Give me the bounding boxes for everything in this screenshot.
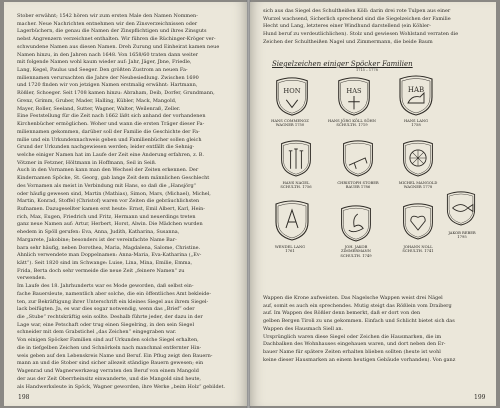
left-page-text [17,13,236,391]
has-seal-icon [334,75,374,117]
text-line: Martin, Konrad, Stoffel (Christof) waren vor Zeiten die gebräuchlichsten [17,198,200,205]
text-line: schwundene Namen aus diesen Namen. Dreh Zurung und Einheirat kamen neue [17,43,220,50]
text-line: Grenz, Grimm, Gruber, Mader, Halling, Kübler, Mack, Mangold, [17,97,177,104]
wheel-seal-icon [400,137,436,179]
text-line: kätt“). Seit 1820 sind im Schwange: Luise, Lina, Mina, Emilie, Emma, [17,260,193,266]
nagel-seal-icon [278,137,314,179]
seal-caption: JOH. JAKOB ZIMMERMANN SCHULTH. 1749 [340,245,372,258]
text-line: als Handwerksleute in Spöck, Wagner geworden, ihre Werke „beim Holz“ gebildet. [17,383,226,390]
seal-caption: JAKOB REBER 1795 [448,231,476,240]
seal-caption: HANS LANG 1758 [403,119,429,128]
text-line: Rößler, Schoeger. Seit 1708 kamen hinzu: Abraham, Deib, Dorfer, Grundmann, [17,90,215,97]
seal-caption: WENDEL LANG 1761 [274,245,306,254]
text-line: nebst Angrenzern verzeichnet enthalten. Wir führen die Rüchinger-Kröger ver- [17,36,216,43]
text-line: fache Bauersleute, namentlich aber solche, die ein öffentliches Amt bekleide- [17,290,211,297]
text-line: Eine Feststellung für die Zeit nach 1662 läßt sich anhand der vorhandenen [17,113,206,120]
text-line: Rufnamen. Dazugesellter kamen erst heute: Ernst, Emil Albert, Karl, Hein- [17,205,205,212]
seal-caption: JOHANN NOLL SCHULTH. 1741 [402,245,434,254]
text-line: Lage war, eine Petschaft oder trug einen Siegelring, in den sein Siegel [17,321,195,328]
text-line: Vötzner in Fetzner, Höltmann in Hoffmann, Seil in Seiß. [17,159,157,166]
text-line: Frida, Berta doch sehr vermeide die neue Zeit „feinere Namen“ zu [17,267,185,274]
seal-caption: HANS JÖRG KÖLL SÖHN SCHULTH. 1719 [328,119,376,128]
text-line: schneider mit dem Grabstichel „das Zeichen“ eingegraben war. [17,329,177,336]
text-line: Ähnlich verwendete man Doppelnamen: Anna-Maria, Eva-Katharina („Ev- [17,252,202,259]
text-line: Lagerbüchern, die genau die Namen der Zinspflichtigen und ihres Zinsguts [17,28,207,35]
text-line: die in tiefgelben Zeichen und Schnörkeln nach manchmal entfernter Hin- [17,344,202,351]
dog-seal-icon [394,73,438,117]
text-line: Kirchenbücher ermöglichen. Woher und wann die ersten Träger dieser Fa- [17,121,205,128]
seal-caption: HANS COMMENOZ WAGNER 1750 [271,119,309,128]
text-line: ganz neue Namen auf: Artur, Herbert, Horst, Alwin. Die Mädchen wurden [17,221,203,228]
plate-title: Siegelzeichen einiger Spöcker Familien [272,60,413,68]
text-line: Stober erwähnt; 1542 hören wir zum ersten Male den Namen Nommen- [17,13,198,19]
text-line: bara sehr häufig, neben Dorothea, Maria, Magdalena, Salome, Christine. [17,244,201,251]
text-line: gelben Bergen Tiroli zu uns gekommen. Einfach und Schlicht bietet sich das [263,318,455,325]
text-line: verwenden. [17,275,47,282]
text-line: Hund beruf zu verdeutlichlichen). Stolz und gewiesen Wohlstand verraten die [263,31,459,38]
seal-caption: HANS NAGEL SCHULTH. 1756 [280,181,312,190]
text-line: die „Stube“ rechtskräftig sein sollte. Deshalb führte jeder, der dazu in der [17,314,203,321]
text-line: Kindernamen Spöcke, St. Georg, gab lange Zeit dem männlichen Geschlecht [17,175,210,182]
right-page-number: 199 [474,394,486,401]
text-line: auf. Im Wappen des Rößler denn bemerkt, daß er dort von den [263,310,421,317]
text-line: welche einiger Namen hat im Laufe der Zeit eine Änderung erfahren, z. B. [17,151,205,158]
right-page [250,2,496,406]
text-line: Wagenrad und Wagnerwerkzeug verraten den Beruf von einem Mangold [17,368,199,375]
text-line: des Vornamen als meist in Verbindung mit Hans, so daß die „Hansjörg“ [17,182,197,189]
text-line: bauer Name für spätere Zeiten erhalten blieben sollten (heute ist wohl [263,349,441,356]
text-line: milie und ein Urkundennachweis geben und Familienbücher sollen gleich [17,136,202,143]
text-line: miliennamen gekommen, darüber soll der Familie die Geschichte der Fa- [17,128,200,135]
left-page [4,2,247,406]
text-line: mann an und die Stober sind sicher allezeit ständige Bauern gewesen; ein [17,360,204,367]
hon-seal-icon [272,75,312,117]
text-line: Auch in den Vornamen kann man den Wechsel der Zeiten erkennen. Der [17,167,199,174]
text-line: Im Laufe des 18. Jahrhunderts war es Mode geworden, daß selbst ein- [17,283,194,290]
text-line: Von einigen Spöcker Familien sind auf Urkunden solche Siegel erhalten, [17,337,199,344]
right-page-top-text [263,8,485,47]
text-line: auf, somit es auch ein sprechendes. Mutig steigt das Rößlein vom Draiberg [263,302,452,309]
right-page-bottom-text [263,295,485,364]
text-line: Wurzel wachsend, Sicherlich sprechend sind die Siegelzeichen der Familie [263,15,451,22]
svg-text:HAB: HAB [407,86,425,94]
text-line: Wappen die Krone aufweisten. Das Nagelsche Wappen weist drei Nägel [263,295,443,301]
text-line: rich, Max, Eugen, Friedrich und Fritz, Hermann und neuerdings treten [17,213,196,220]
left-page-number: 198 [18,394,30,401]
text-line: Dachbalken des Wohnhauses eingehauen waren, und dort neben den Er- [263,341,446,348]
text-line: macher. Neue Nachrichten entnehmen wir den Zinsverzeichnissen oder [17,20,198,27]
text-line: sich aus das Siegel des Schultheißen Köll: darin drei rote Tulpen aus einer [263,8,451,14]
seal-caption: MICHEL MANGOLD WAGNER 1778 [398,181,438,190]
text-line: Lang, Kegel, Paulus und Seeger. Den größten Zustrom an neuen Fa- [17,67,188,74]
svg-text:HON: HON [283,87,301,96]
text-line: Margarete, Jakobine; besonders ist der vereinfachte Name Bar- [17,236,177,243]
text-line: weis geben auf den Lebenskreis Name und Beruf. Ein Pflug zeigt den Bauern- [17,352,213,359]
text-line: Grund der Urkunden nachgewiesen werden; leider entfällt die Sehnig- [17,144,195,151]
text-line: Zeichen der Schultheißen Nagel und Zimmermann, die beide Baum [263,38,433,45]
text-line: Mayer, Roller, Seeland, Sutter, Wagner, Walter, Weilenraß, Zeller. [17,105,181,112]
heart-seal-icon [400,201,436,241]
text-line: miliennamen verursachten die Jahre der Neubesiedlung. Zwischen 1690 [17,74,199,81]
text-line: Ursprünglich waren diese Siegel oder Zeichen die Hausmarken, die im [263,333,442,340]
svg-text:HAS: HAS [346,87,362,96]
fish-seal-icon [444,187,478,229]
text-line: oder häufig gewesen sind, Martin (Mathias), Simon, Mars, (Michael), Michel, [17,190,211,197]
text-line: der aus der Zeit Oberrheinsitz einwanderte, und die Mangold sind heute, [17,375,201,382]
seal-caption: CHRISTOPH STOBER BAUER 1786 [337,181,379,190]
text-line: ten, zur Bekräftigung ihrer Unterschrift ein kleines Siegel aus ihrem Siegel- [17,298,209,305]
text-line: Namen hinzu, in den Jahren nach 1648. Von 1658/60 traten dann weiter [17,51,199,58]
text-line: mit folgende Namen wohl kaum wieder auf: Jahr, Jäger, Jbne, Friedle, [17,59,192,66]
text-line: Wappen des Hausmach Siell an. [263,325,344,332]
lang-seal-icon [272,197,312,243]
seal-plate-illustration [264,55,486,291]
swan-seal-icon [338,203,374,243]
text-line: Hecht und Lang, letzteres einer Windhund darstellend (ein Köhler- [263,23,431,30]
text-line: und 1720 finden wir von jetzigen Namen erstmalig erwähnt: Hartmann, [17,82,198,89]
plough-seal-icon [340,137,376,179]
plate-subtitle: 1715 – 1778 [356,68,378,72]
text-line: keine dieser Hausmarken an einem heutigen Gebäude vorhanden). Von ganz [263,356,456,363]
text-line: ehedem in Spöll gerufen: Eva, Anna, Judith, Katharina, Susanna, [17,229,180,236]
text-line: lack beifügten. Ja, es war dies sogar notwendig, wenn das „Brief“ oder [17,306,195,313]
